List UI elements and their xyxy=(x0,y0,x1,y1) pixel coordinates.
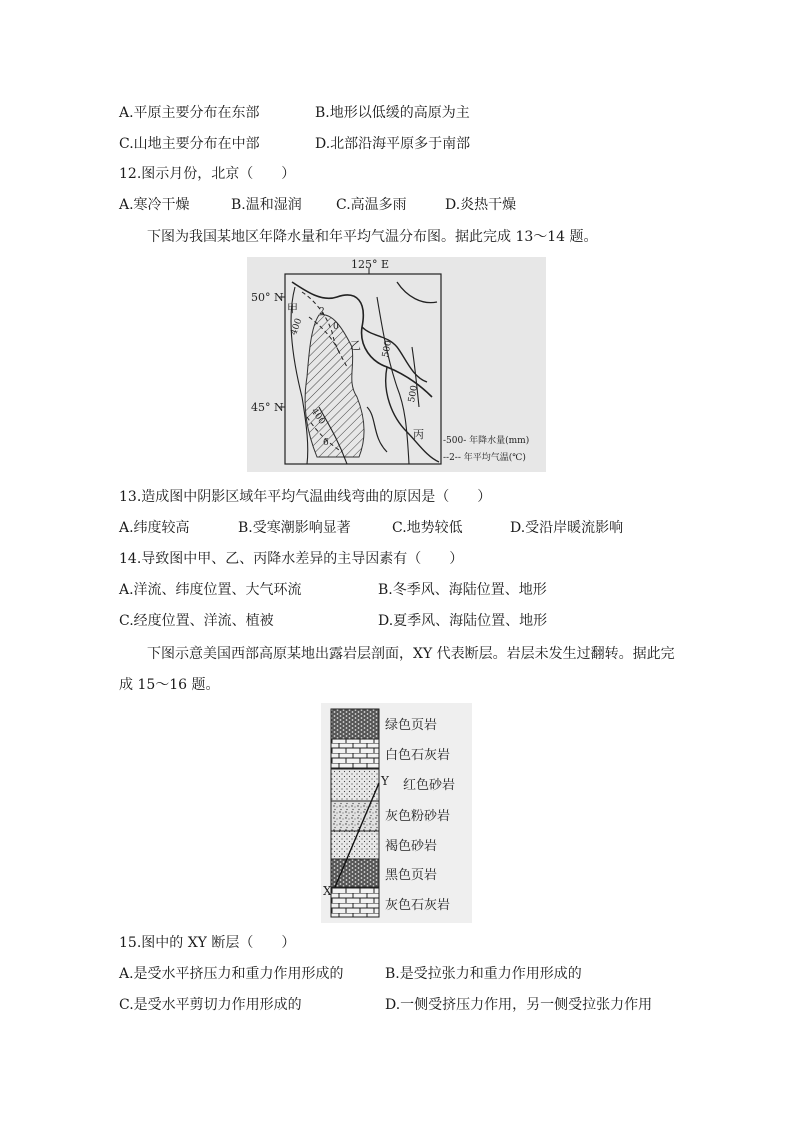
layer-red-sandstone xyxy=(331,769,379,801)
q15-option-d: D.一侧受挤压力作用，另一侧受拉张力作用 xyxy=(385,997,653,1013)
layer-label-7: 灰色石灰岩 xyxy=(385,898,451,913)
isoline-label-500b: 500 xyxy=(407,384,420,404)
lat-label-top: 50° N xyxy=(251,291,284,304)
intro-15-16-line2: 成 15～16 题。 xyxy=(119,677,220,693)
place-yi: 乙 xyxy=(350,339,361,352)
fault-label-x: X xyxy=(323,884,332,898)
layer-label-6: 黑色页岩 xyxy=(385,868,438,883)
isotherm-label-0: 0 xyxy=(333,322,339,332)
strata-section-figure xyxy=(321,703,472,923)
fault-label-y: Y xyxy=(381,774,389,788)
river-2 xyxy=(362,327,427,382)
q15-option-c: C.是受水平剪切力作用形成的 xyxy=(119,997,302,1013)
isoline-label-500a: 500 xyxy=(381,339,394,359)
q12-option-b: B.温和湿润 xyxy=(231,197,302,213)
q11-option-a: A.平原主要分布在东部 xyxy=(119,105,260,121)
layer-grey-limestone xyxy=(331,887,379,917)
isotherm-label-2: 2 xyxy=(319,307,325,317)
lon-label: 125° E xyxy=(351,258,390,271)
q12-option-d: D.炎热干燥 xyxy=(445,197,517,213)
q14-option-c: C.经度位置、洋流、植被 xyxy=(119,613,274,629)
isoline-map-figure xyxy=(247,257,546,472)
layer-label-2: 白色石灰岩 xyxy=(385,748,451,763)
q14-option-b: B.冬季风、海陆位置、地形 xyxy=(378,582,547,598)
q15-option-b: B.是受拉张力和重力作用形成的 xyxy=(385,966,582,982)
isotherm-label-6: 6 xyxy=(323,438,329,448)
layer-white-limestone xyxy=(331,739,379,769)
legend-temperature: --2-- 年平均气温(℃) xyxy=(443,453,526,463)
strata-section-svg xyxy=(321,703,472,923)
layer-label-4: 灰色粉砂岩 xyxy=(385,809,451,824)
intro-13-14: 下图为我国某地区年降水量和年平均气温分布图。据此完成 13～14 题。 xyxy=(147,229,598,245)
q14-option-d: D.夏季风、海陆位置、地形 xyxy=(378,613,548,629)
river-5 xyxy=(367,407,387,452)
q13-option-a: A.纬度较高 xyxy=(119,520,190,536)
layer-grey-siltstone xyxy=(331,801,379,831)
q11-option-c: C.山地主要分布在中部 xyxy=(119,136,260,152)
q12-option-a: A.寒冷干燥 xyxy=(119,197,190,213)
isoline-500-center xyxy=(377,297,409,464)
layer-black-shale xyxy=(331,859,379,887)
layer-green-shale xyxy=(331,709,379,739)
place-bing: 丙 xyxy=(413,428,424,441)
isoline-label-400a: 400 xyxy=(289,317,305,337)
legend-rainfall: -500- 年降水量(mm) xyxy=(443,436,530,446)
layer-label-1: 绿色页岩 xyxy=(385,718,438,733)
isoline-map-svg xyxy=(247,257,546,472)
q14-option-a: A.洋流、纬度位置、大气环流 xyxy=(119,582,302,598)
q14-stem: 14.导致图中甲、乙、丙降水差异的主导因素有（ ） xyxy=(119,551,464,567)
q13-option-c: C.地势较低 xyxy=(392,520,463,536)
intro-15-16-line1: 下图示意美国西部高原某地出露岩层剖面，XY 代表断层。岩层未发生过翻转。据此完 xyxy=(147,646,675,662)
layer-label-5: 褐色砂岩 xyxy=(385,839,438,854)
layer-brown-sandstone xyxy=(331,831,379,859)
place-jia: 甲 xyxy=(287,302,298,315)
q12-option-c: C.高温多雨 xyxy=(336,197,407,213)
isoline-label-400b: 400 xyxy=(308,406,327,427)
q15-stem: 15.图中的 XY 断层（ ） xyxy=(119,935,296,951)
q13-option-d: D.受沿岸暖流影响 xyxy=(510,520,624,536)
q15-option-a: A.是受水平挤压力和重力作用形成的 xyxy=(119,966,344,982)
q13-option-b: B.受寒潮影响显著 xyxy=(238,520,351,536)
q12-stem: 12.图示月份，北京（ ） xyxy=(119,166,296,182)
layer-label-3: 红色砂岩 xyxy=(403,778,456,793)
river-4 xyxy=(397,282,437,303)
q11-option-d: D.北部沿海平原多于南部 xyxy=(315,136,471,152)
q13-stem: 13.造成图中阴影区域年平均气温曲线弯曲的原因是（ ） xyxy=(119,489,492,505)
q11-option-b: B.地形以低缓的高原为主 xyxy=(315,105,470,121)
lat-label-bottom: 45° N xyxy=(251,401,284,414)
